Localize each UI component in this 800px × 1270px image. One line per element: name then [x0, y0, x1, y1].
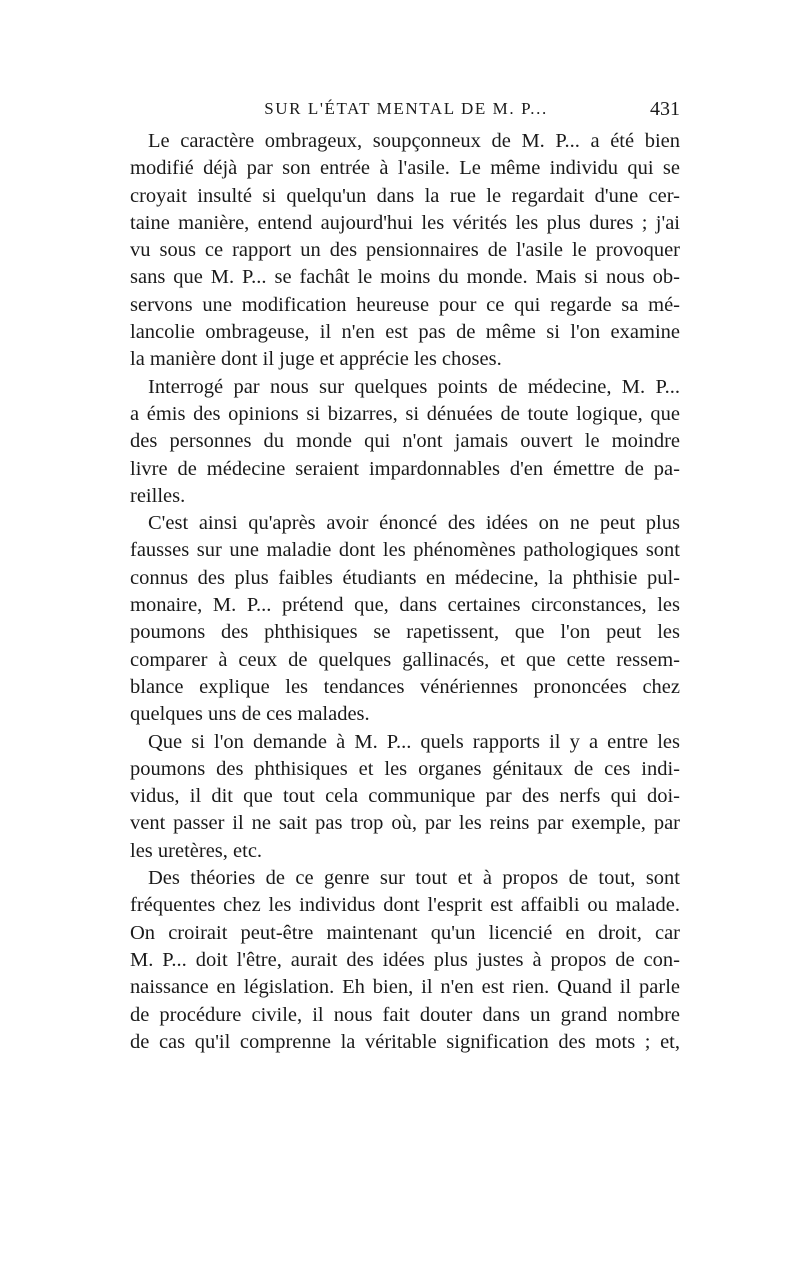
text-line: M. P... doit l'être, aurait des idées plus justes à propos de con- [130, 948, 680, 971]
text-line: livre de médecine seraient impardonnables d'en émettre de pa- [130, 457, 680, 480]
text-line: Interrogé par nous sur quelques points de médecine, M. P... [148, 375, 680, 398]
text-line: modifié déjà par son entrée à l'asile. Le même individu qui se [130, 157, 680, 180]
running-head: SUR L'ÉTAT MENTAL DE M. P... [264, 99, 548, 118]
text-line: reilles. [130, 484, 186, 507]
text-line: vent passer il ne sait pas trop où, par les reins par exemple, par [130, 812, 680, 835]
text-line: lancolie ombrageuse, il n'en est pas de même si l'on examine [130, 321, 680, 344]
text-line: naissance en législation. Eh bien, il n'en est rien. Quand il parle [130, 976, 680, 999]
text-line: Des théories de ce genre sur tout et à propos de tout, sont [148, 867, 680, 890]
page-number: 431 [650, 98, 680, 120]
text-line: poumons des phthisiques et les organes génitaux de ces indi- [130, 757, 680, 780]
text-line: quelques uns de ces malades. [130, 703, 370, 726]
text-line: On croirait peut-être maintenant qu'un licencié en droit, car [130, 921, 680, 944]
text-line: fausses sur une maladie dont les phénomènes pathologiques sont [130, 539, 680, 562]
text-line: taine manière, entend aujourd'hui les vérités les plus dures ; j'ai [130, 211, 680, 234]
text-line: connus des plus faibles étudiants en médecine, la phthisie pul- [130, 566, 680, 589]
text-line: croyait insulté si quelqu'un dans la rue le regardait d'une cer- [130, 184, 680, 207]
text-line: Le caractère ombrageux, soupçonneux de M. P... a été bien [148, 130, 680, 152]
text-line: vidus, il dit que tout cela communique par des nerfs qui doi- [130, 785, 680, 808]
text-line: les uretères, etc. [130, 839, 263, 862]
text-line: sans que M. P... se fachât le moins du monde. Mais si nous ob- [130, 266, 680, 289]
text-line: blance explique les tendances vénériennes prononcées chez [130, 675, 680, 698]
text-line: fréquentes chez les individus dont l'esprit est affaibli ou malade. [130, 894, 680, 917]
text-line: servons une modification heureuse pour ce qui regarde sa mé- [130, 293, 680, 316]
text-line: la manière dont il juge et apprécie les choses. [130, 348, 502, 371]
page-header [132, 94, 680, 124]
text-line: des personnes du monde qui n'ont jamais ouvert le moindre [130, 430, 680, 453]
text-line: de procédure civile, il nous fait douter dans un grand nombre [130, 1003, 680, 1026]
text-line: a émis des opinions si bizarres, si dénuées de toute logique, que [130, 402, 680, 425]
text-line: poumons des phthisiques se rapetissent, que l'on peut les [130, 621, 680, 644]
text-line: Que si l'on demande à M. P... quels rapports il y a entre les [148, 730, 680, 753]
text-line: C'est ainsi qu'après avoir énoncé des idées on ne peut plus [148, 512, 680, 535]
body-text [130, 128, 680, 1056]
text-line: de cas qu'il comprenne la véritable signification des mots ; et, [130, 1030, 680, 1053]
text-line: monaire, M. P... prétend que, dans certaines circonstances, les [130, 594, 680, 617]
text-line: vu sous ce rapport un des pensionnaires de l'asile le provoquer [130, 239, 680, 262]
text-line: comparer à ceux de quelques gallinacés, et que cette ressem- [130, 648, 680, 671]
